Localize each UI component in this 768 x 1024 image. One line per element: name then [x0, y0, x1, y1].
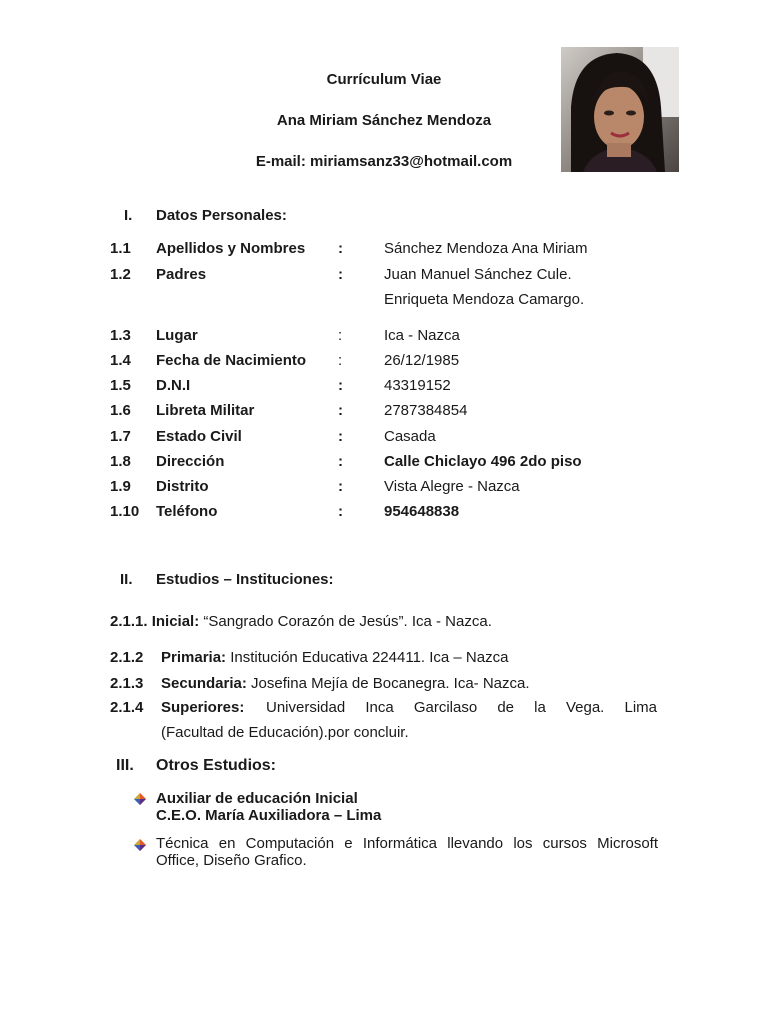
row-colon: :: [338, 327, 343, 344]
row-colon: :: [338, 352, 343, 369]
personal-data-row: [0, 240, 768, 260]
row-label: D.N.I: [156, 377, 191, 394]
row-label: Lugar: [156, 327, 198, 344]
profile-photo: [561, 47, 679, 172]
row-value: 43319152: [384, 377, 451, 394]
study-number: 2.1.1.: [110, 613, 148, 630]
portrait-image: [561, 47, 679, 172]
study-label: Superiores:: [161, 699, 245, 716]
row-colon: :: [338, 478, 343, 495]
study-item-number: [110, 699, 143, 716]
section-1-title: Datos Personales:: [156, 207, 287, 224]
study-label: Primaria:: [161, 649, 227, 666]
row-value: Ica - Nazca: [384, 327, 460, 344]
row-label: Teléfono: [156, 503, 218, 520]
email-line: E-mail: miriamsanz33@hotmail.com: [255, 153, 513, 170]
diamond-bullet-icon: [134, 793, 146, 805]
other-study-item: [156, 790, 381, 824]
study-label: Inicial:: [151, 613, 200, 630]
personal-data-row: [0, 266, 768, 286]
row-colon: :: [338, 428, 343, 445]
section-1-numeral: I.: [124, 207, 133, 224]
row-label: Dirección: [156, 453, 225, 470]
row-value: Casada: [384, 428, 436, 445]
personal-data-row: [0, 503, 768, 523]
section-2-numeral: II.: [120, 571, 133, 588]
applicant-name: Ana Miriam Sánchez Mendoza: [276, 112, 492, 129]
other-study-item: [156, 835, 658, 869]
row-colon: :: [338, 453, 343, 470]
row-label: Apellidos y Nombres: [156, 240, 306, 257]
personal-data-row: [0, 402, 768, 422]
row-value: Vista Alegre - Nazca: [384, 478, 520, 495]
study-value: Josefina Mejía de Bocanegra. Ica- Nazca.: [251, 675, 530, 692]
row-value-second-line: Enriqueta Mendoza Camargo.: [384, 291, 585, 308]
other-study-line: Auxiliar de educación Inicial: [156, 790, 358, 807]
row-number: 1.5: [110, 377, 131, 394]
document-title: Currículum Viae: [326, 71, 442, 88]
section-2-title: Estudios – Instituciones:: [156, 571, 334, 588]
study-value: Universidad Inca Garcilaso de la Vega. Lima: [266, 699, 657, 716]
row-label: Padres: [156, 266, 207, 283]
diamond-bullet-icon: [134, 839, 146, 851]
study-value-second-line: (Facultad de Educación).por concluir.: [161, 724, 409, 741]
row-label: Fecha de Nacimiento: [156, 352, 307, 369]
study-number: 2.1.2: [110, 649, 144, 666]
study-label: Secundaria:: [161, 675, 247, 692]
row-number: 1.4: [110, 352, 131, 369]
personal-data-row: [0, 377, 768, 397]
other-study-line: C.E.O. María Auxiliadora – Lima: [156, 807, 382, 824]
row-value: Calle Chiclayo 496 2do piso: [384, 453, 582, 470]
personal-data-row: [0, 478, 768, 498]
row-value: Juan Manuel Sánchez Cule.: [384, 266, 572, 283]
section-3-title: Otros Estudios:: [156, 757, 277, 774]
row-value: 954648838: [384, 503, 460, 520]
row-number: 1.6: [110, 402, 131, 419]
personal-data-row: [0, 453, 768, 473]
row-colon: :: [338, 377, 343, 394]
section-3-numeral: III.: [116, 757, 134, 774]
study-item: [161, 675, 530, 692]
row-value: 26/12/1985: [384, 352, 460, 369]
other-study-line: Office, Diseño Grafico.: [156, 852, 307, 869]
row-colon: :: [338, 402, 343, 419]
study-inicial: [110, 613, 492, 630]
study-number: 2.1.4: [110, 699, 144, 716]
study-item-number: [110, 649, 143, 666]
row-colon: :: [338, 266, 343, 283]
row-value: 2787384854: [384, 402, 468, 419]
row-number: 1.8: [110, 453, 131, 470]
row-number: 1.10: [110, 503, 140, 520]
study-value: Institución Educativa 224411. Ica – Nazca: [230, 649, 509, 666]
row-colon: :: [338, 503, 343, 520]
other-study-line: Técnica en Computación e Informática llevando los cursos Microsoft: [156, 835, 658, 852]
personal-data-row-continued: [0, 291, 768, 311]
study-item: [161, 699, 657, 716]
row-value: Sánchez Mendoza Ana Miriam: [384, 240, 588, 257]
row-label: Libreta Militar: [156, 402, 255, 419]
row-number: 1.3: [110, 327, 131, 344]
row-number: 1.2: [110, 266, 131, 283]
study-item-number: [110, 675, 143, 692]
personal-data-row: [0, 327, 768, 347]
row-label: Estado Civil: [156, 428, 242, 445]
personal-data-row: [0, 352, 768, 372]
personal-data-row: [0, 428, 768, 448]
row-number: 1.7: [110, 428, 131, 445]
study-item: [161, 649, 508, 666]
row-colon: :: [338, 240, 343, 257]
row-number: 1.1: [110, 240, 131, 257]
study-value: “Sangrado Corazón de Jesús”. Ica - Nazca.: [203, 613, 492, 630]
row-number: 1.9: [110, 478, 131, 495]
study-number: 2.1.3: [110, 675, 144, 692]
row-label: Distrito: [156, 478, 209, 495]
